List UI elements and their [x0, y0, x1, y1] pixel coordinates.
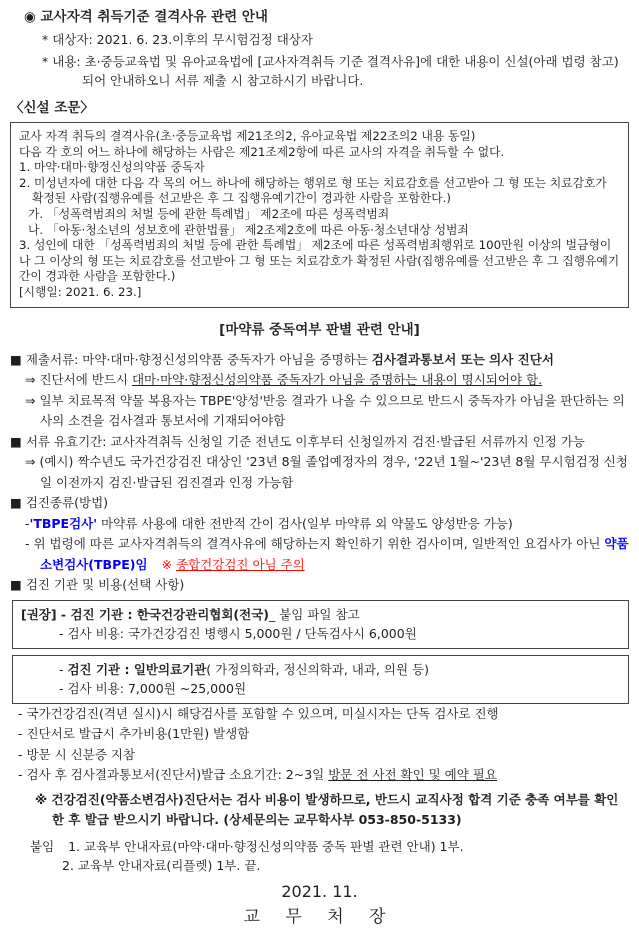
- provision-line: 3. 성인에 대한 「성폭력범죄의 처벌 등에 관한 특례법」 제2조에 따른 성폭력범죄행위로 100만원 이상의 벌금형이나 그 이상의 형 또는 치료감호를 선고받아 그 형 또는 치료감호가 확정된 사람(집행유예를 선고받은 후 그 집행유예기간이 경과한 사람을 포함한다.): [19, 238, 620, 284]
- cost-warning-line: [10, 790, 629, 831]
- validity-line: [10, 432, 629, 453]
- content-line: [10, 52, 629, 90]
- validity-example-text: (예시) 짝수년도 국가건강검진 대상인 '23년 8월 졸업예정자의 경우, '22년 1월~'23년 8월 무시험검정 신청일 이전까지 검진·발급된 검진결과 인정 가능함: [39, 454, 628, 490]
- dash-icon: -: [25, 515, 30, 531]
- provision-line: 2. 미성년자에 대한 다음 각 목의 어느 하나에 해당하는 행위로 형 또는 치료감호를 선고받아 그 형 또는 치료감호가 확정된 사람(집행유예를 선고받은 후 그 집행유예기간이 경과한 사람을 포함한다.): [19, 175, 607, 206]
- cost-note-text: 방문 시 신분증 지참: [26, 746, 136, 762]
- submission-required-docs: 검사결과통보서 또는 의사 진단서: [371, 351, 554, 367]
- target-text: 대상자: 2021. 6. 23.이후의 무시험검정 대상자: [52, 32, 313, 47]
- diagnosis-pre-text: 진단서에 반드시: [39, 372, 132, 388]
- warning-text: 종합건강검진 아님 주의: [176, 556, 305, 572]
- square-bullet-icon: ■: [10, 495, 22, 511]
- submission-line: [10, 350, 629, 371]
- provision-line: 1. 마약·대마·향정신성의약품 중독자: [19, 160, 205, 175]
- provision-line: 다음 각 호의 어느 하나에 해당하는 사람은 제21조제2항에 따른 교사의 자격을 취득할 수 없다.: [19, 144, 505, 159]
- validity-text: 서류 유효기간: 교사자격취득 신청일 기준 전년도 이후부터 신청일까지 검진·발급된 서류까지 인정 가능: [25, 433, 585, 449]
- general-clinic-line: [21, 660, 620, 680]
- arrow-icon: ⇒: [25, 454, 36, 470]
- purpose-pre-text: 위 법령에 따른 교사자격취득의 결격사유에 해당하는지 확인하기 위한 검사이며, 일반적인 요검사가 아닌: [33, 536, 605, 552]
- general-clinic-types: ( 가정의학과, 정신의학과, 내과, 의원 등): [206, 661, 429, 677]
- dash-icon: -: [18, 767, 23, 783]
- dash-icon: -: [18, 726, 23, 742]
- cost-note-line: [10, 724, 629, 745]
- tbpe-test-desc: 마약류 사용에 대한 전반적 간이 검사(일부 마약류 외 약물도 양성반응 가능): [97, 515, 513, 531]
- exam-type-heading-text: 검진종류(방법): [25, 495, 109, 511]
- cost-note-line: [10, 745, 629, 766]
- target-line: [10, 30, 629, 49]
- attachment-item: 1. 교육부 안내자료(마약·대마·향정신성의약품 중독 판별 관련 안내) 1부.: [68, 838, 464, 854]
- attachment-item: 2. 교육부 안내자료(리플렛) 1부. 끝.: [62, 858, 261, 874]
- booking-line: [10, 765, 629, 786]
- booking-pre-text: 검사 후 검사결과통보서(진단서)발급 소요기간: 2~3일: [26, 767, 329, 783]
- arrow-icon: ⇒: [25, 392, 36, 408]
- document-date: 2021. 11.: [281, 881, 358, 901]
- recommended-clinic-name: [권장] - 검진 기관 : 한국건강관리협회(전국): [21, 606, 269, 622]
- tbpe-test-line: [10, 514, 629, 535]
- booking-underline-text: 방문 전 사전 확인 및 예약 필요: [328, 767, 497, 783]
- dash-icon: -: [59, 661, 68, 677]
- recommended-clinic-box: [12, 600, 629, 649]
- dash-icon: -: [18, 746, 23, 762]
- square-bullet-icon: ■: [10, 351, 22, 367]
- cost-warning-text: 건강검진(약품소변검사)진단서는 검사 비용이 발생하므로, 반드시 교직사정 합격 기준 충족 여부를 확인한 후 발급 받으시기 바랍니다. (상세문의는 교무학사부 053-850-5133): [51, 791, 619, 828]
- submission-text: 제출서류: 마약·대마·향정신성의약품 중독자가 아님을 증명하는: [25, 351, 372, 367]
- note-icon: ※: [35, 791, 48, 807]
- asterisk-icon: *: [42, 32, 49, 47]
- provision-line: 나. 「아동·청소년의 성보호에 관한법률」 제2조제2호에 따른 아동·청소년대상 성범죄: [28, 222, 469, 237]
- tbpe-test-name: 'TBPE검사': [29, 515, 98, 531]
- recommended-clinic-line: [21, 605, 620, 625]
- provision-line: [시행일: 2021. 6. 23.]: [19, 284, 142, 299]
- tbpe-note-text: 일부 치료목적 약물 복용자는 TBPE'양성'반응 결과가 나올 수 있으므로 반드시 중독자가 아님을 판단하는 의사의 소견을 검사결과 통보서에 기재되어야함: [39, 392, 625, 429]
- cost-note-text: 진단서로 발급시 추가비용(1만원) 발생함: [26, 726, 250, 742]
- provision-heading: 〈신설 조문〉: [10, 100, 94, 116]
- provision-line: 교사 자격 취득의 결격사유(초·중등교육법 제21조의2, 유아교육법 제22조의2 내용 동일): [19, 129, 476, 143]
- recommended-cost-line: - 검사 비용: 국가건강검진 병행시 5,000원 / 단독검사시 6,000원: [59, 626, 417, 642]
- submission-sub-tbpe-note: [10, 391, 629, 432]
- square-bullet-icon: ■: [10, 577, 22, 593]
- urine-test-name: 약품소변검사(TBPE)임: [40, 536, 629, 572]
- attachments-line: [10, 837, 629, 857]
- provision-box: [10, 122, 629, 308]
- general-cost-line: - 검사 비용: 7,000원 ~25,000원: [59, 681, 247, 697]
- page-title: [10, 8, 629, 27]
- cost-heading-text: 검진 기관 및 비용(선택 사항): [25, 577, 185, 593]
- recommended-clinic-note: _ 붙임 파일 참고: [269, 606, 360, 622]
- section-bullet-icon: ◉: [24, 9, 36, 25]
- submission-sub-diagnosis: [10, 370, 629, 391]
- cost-note-text: 국가건강검진(격년 실시)시 해당검사를 포함할 수 있으며, 미실시자는 단독 검사로 진행: [26, 705, 499, 721]
- validity-example-line: [10, 452, 629, 493]
- tbpe-purpose-line: [10, 534, 629, 575]
- cost-note-line: [10, 704, 629, 725]
- dash-icon: -: [25, 536, 30, 552]
- page-title-text: 교사자격 취득기준 결격사유 관련 안내: [40, 9, 268, 25]
- square-bullet-icon: ■: [10, 433, 22, 449]
- provision-line: 가. 「성폭력범죄의 처벌 등에 관한 특례법」 제2조에 따른 성폭력범죄: [28, 206, 390, 221]
- warning-note-icon: ※: [161, 556, 177, 572]
- arrow-icon: ⇒: [25, 372, 36, 388]
- cost-heading: [10, 575, 629, 596]
- general-clinic-box: [12, 655, 629, 704]
- general-clinic-name: 검진 기관 : 일반의료기관: [67, 661, 207, 677]
- dash-icon: -: [18, 705, 23, 721]
- attachments-label: 붙임: [30, 838, 55, 854]
- notice-section-title: [마약류 중독여부 판별 관련 안내]: [219, 321, 420, 338]
- document-signer: 교 무 처 장: [243, 906, 396, 927]
- asterisk-icon: *: [42, 54, 49, 69]
- content-text: 내용: 초·중등교육법 및 유아교육법에 [교사자격취득 기준 결격사유]에 대한 내용이 신설(아래 법령 참고)되어 안내하오니 서류 제출 시 참고하시기 바랍니다.: [52, 54, 619, 88]
- diagnosis-underline-text: 대마·마약·향정신성의약품 중독자가 아님을 증명하는 내용이 명시되어야 함.: [131, 372, 543, 388]
- exam-type-heading: [10, 493, 629, 514]
